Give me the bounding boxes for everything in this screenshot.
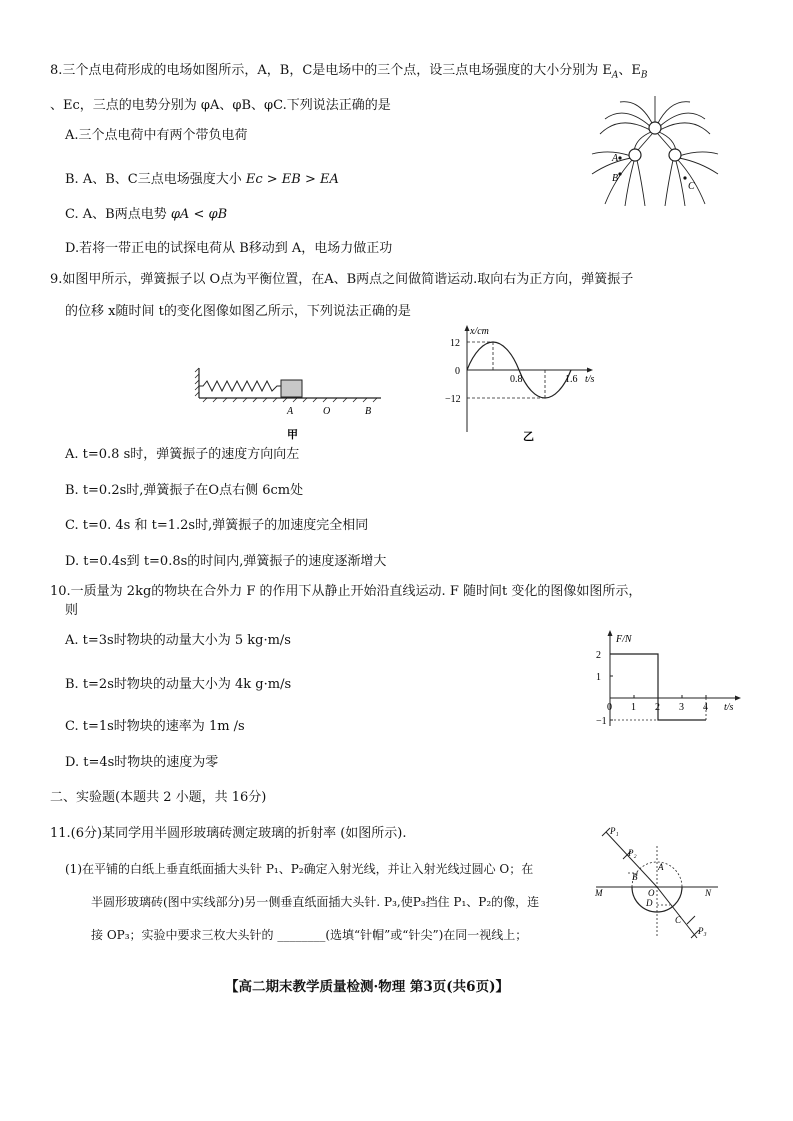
q8-option-b: B. A、B、C三点电场强度大小 Ec > EB > EA: [65, 172, 339, 187]
q11-label-a: A: [658, 862, 664, 872]
q9-label-a: A: [287, 406, 294, 417]
q10-force-time-chart: [592, 628, 742, 728]
q10-x-tick-label: 3: [679, 702, 684, 713]
q10-x-axis-label: t/s: [724, 702, 734, 713]
q10-x-tick-label: 4: [703, 702, 708, 713]
q9-label-b: B: [365, 406, 372, 417]
q9-option-d: D. t=0.4s到 t=0.8s的时间内,弹簧振子的速度逐渐增大: [65, 554, 387, 569]
q11-label-m: M: [595, 888, 603, 898]
q10-y-axis-label: F/N: [616, 634, 632, 645]
q10-stem-line1: 10.一质量为 2kg的物块在合外力 F 的作用下从静止开始沿直线运动. F 随时间t 变化的图像如图所示，: [50, 584, 642, 599]
q11-part1-line1: (1)在平铺的白纸上垂直纸面插大头针 P₁、P₂确定入射光线，并让入射光线过圆心 O；在: [65, 862, 534, 876]
q11-label-p1: P₁: [610, 826, 619, 836]
q11-stem: 11.(6分)某同学用半圆形玻璃砖测定玻璃的折射率 (如图所示).: [50, 826, 407, 841]
section2-heading: 二、实验题(本题共 2 小题，共 16分): [50, 790, 267, 805]
q8-stem-line2: 、Ec，三点的电势分别为 φA、φB、φC.下列说法正确的是: [50, 98, 391, 113]
q11-part1-line3: 接 OP₃；实验中要求三枚大头针的 ________(选填“针帽”或“针尖”)在同一视线上；: [91, 928, 528, 942]
q10-option-b: B. t=2s时物块的动量大小为 4k g·m/s: [65, 677, 292, 692]
q9-y-axis-label: x/cm: [470, 326, 489, 337]
q8-field-diagram: [590, 94, 720, 209]
q9-t-mid: 0.8: [510, 374, 523, 385]
q9-y-top: 12: [450, 338, 460, 349]
q10-option-c: C. t=1s时物块的速率为 1m /s: [65, 719, 245, 734]
q11-label-p2: P₂: [628, 848, 637, 858]
q9-t-axis-label: t/s: [585, 374, 595, 385]
q9-caption-yi: 乙: [523, 431, 534, 443]
q11-label-p3: P₃: [698, 926, 707, 936]
q8-label-a: A: [612, 153, 619, 164]
q9-y-bottom: −12: [445, 394, 461, 405]
q9-option-c: C. t=0. 4s 和 t=1.2s时,弹簧振子的加速度完全相同: [65, 518, 369, 533]
q11-label-d: D: [646, 898, 653, 908]
q9-t-end: 1.6: [565, 374, 578, 385]
q9-label-o: O: [323, 406, 331, 417]
q8-option-a: A.三个点电荷中有两个带负电荷: [65, 128, 248, 143]
q10-option-d: D. t=4s时物块的速度为零: [65, 755, 219, 770]
q10-y-tick-label: 2: [596, 650, 601, 661]
q8-stem-line1: 8.三个点电荷形成的电场如图所示，A，B，C是电场中的三个点，设三点电场强度的大小分别为 $E_A$、$E_B$: [50, 63, 648, 81]
q11-label-o: O: [648, 888, 655, 898]
q8-label-b: B: [612, 173, 619, 184]
q10-x-tick-label: 1: [631, 702, 636, 713]
q11-part1-line2: 半圆形玻璃砖(图中实线部分)另一侧垂直纸面插大头针. P₃,使P₃挡住 P₁、P₂的像，连: [91, 895, 540, 909]
q9-option-a: A. t=0.8 s时，弹簧振子的速度方向向左: [65, 447, 300, 462]
q10-y-tick-label: 1: [596, 672, 601, 683]
q9-xt-graph: [440, 322, 610, 442]
q9-spring-diagram: [193, 364, 393, 444]
q10-y-tick-label: −1: [596, 716, 607, 727]
page-footer: 【高二期末教学质量检测·物理 第3页(共6页)】: [225, 979, 509, 995]
q10-x-tick-label: 2: [655, 702, 660, 713]
q9-stem-line1: 9.如图甲所示，弹簧振子以 O点为平衡位置，在A、B两点之间做简谐运动.取向右为正方向，弹簧振子: [50, 272, 634, 287]
q10-option-a: A. t=3s时物块的动量大小为 5 kg·m/s: [65, 633, 291, 648]
q8-option-d: D.若将一带正电的试探电荷从 B移动到 A，电场力做正功: [65, 241, 393, 256]
q8-option-c: C. A、B两点电势 φA < φB: [65, 207, 228, 222]
q8-label-c: C: [688, 181, 695, 192]
q9-option-b: B. t=0.2s时,弹簧振子在O点右侧 6cm处: [65, 483, 304, 498]
q10-x-tick-label: 0: [607, 702, 612, 713]
q10-stem-line2: 则: [65, 603, 79, 618]
q9-y-zero: 0: [455, 366, 460, 377]
q11-label-b: B: [632, 872, 638, 882]
q11-refraction-diagram: [592, 826, 722, 946]
q9-caption-jia: 甲: [287, 429, 298, 441]
q9-stem-line2: 的位移 x随时间 t的变化图像如图乙所示，下列说法正确的是: [65, 304, 411, 319]
q11-label-c: C: [675, 915, 682, 925]
q11-label-n: N: [705, 888, 712, 898]
